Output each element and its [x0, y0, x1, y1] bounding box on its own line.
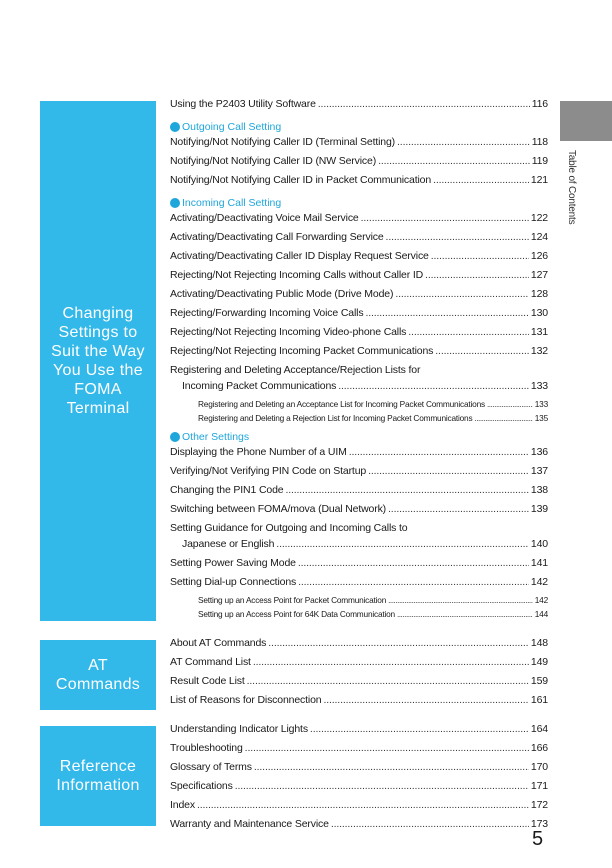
toc-entry[interactable]: [170, 465, 548, 484]
page-ref: 133: [534, 399, 548, 409]
dot-leader: [310, 723, 529, 735]
dot-leader: [397, 609, 533, 619]
section-label: Reference Information: [56, 758, 140, 794]
dot-leader: [361, 212, 529, 224]
dot-leader: [365, 307, 528, 319]
page-ref: 171: [530, 780, 548, 792]
entry-title: Incoming Packet Communications: [182, 380, 337, 392]
page-ref: 149: [530, 656, 548, 668]
toc-entry[interactable]: [170, 155, 548, 174]
dot-leader: [388, 503, 529, 515]
category-text: Outgoing Call Setting: [182, 120, 282, 133]
page-ref: 127: [530, 269, 548, 281]
entry-title: Activating/Deactivating Call Forwarding Service: [170, 231, 384, 243]
section-box-changing-settings: [40, 101, 156, 621]
dot-leader: [338, 380, 529, 392]
toc-entry[interactable]: [170, 742, 548, 761]
toc-entry[interactable]: [170, 307, 548, 326]
entry-title: Rejecting/Not Rejecting Incoming Packet Communications: [170, 345, 434, 357]
page-ref: 122: [530, 212, 548, 224]
toc-entry[interactable]: [170, 761, 548, 780]
dot-leader: [285, 484, 528, 496]
dot-leader: [368, 465, 529, 477]
toc-entry: [170, 522, 548, 538]
dot-leader: [408, 326, 529, 338]
dot-leader: [388, 595, 533, 605]
entry-title: Setting Dial-up Connections: [170, 576, 297, 588]
dot-leader: [378, 155, 530, 167]
entry-title: Registering and Deleting an Acceptance List for Incoming Packet Communications: [198, 399, 485, 409]
toc-entry[interactable]: [170, 250, 548, 269]
page-ref: 124: [530, 231, 548, 243]
page-ref: 133: [530, 380, 548, 392]
page-ref: 119: [531, 155, 548, 167]
category-text: Other Settings: [182, 430, 250, 443]
page-ref: 121: [530, 174, 548, 186]
page-ref: 136: [530, 446, 548, 458]
entry-title: Glossary of Terms: [170, 761, 252, 773]
page-ref: 142: [530, 576, 548, 588]
dot-leader: [397, 136, 530, 148]
toc-entry[interactable]: [170, 675, 548, 694]
entry-title: Switching between FOMA/mova (Dual Network): [170, 503, 387, 515]
dot-leader: [323, 694, 528, 706]
dot-leader: [386, 231, 529, 243]
toc-entry[interactable]: [170, 288, 548, 307]
dot-leader: [318, 98, 530, 110]
toc-subentry[interactable]: [170, 595, 548, 609]
toc-subentry[interactable]: [170, 413, 548, 427]
toc-entry[interactable]: [170, 503, 548, 522]
entry-title: Registering and Deleting Acceptance/Rejection Lists for: [170, 364, 421, 376]
entry-title: Setting up an Access Point for Packet Communication: [198, 595, 387, 605]
toc-entry[interactable]: [170, 538, 548, 557]
dot-leader: [487, 399, 533, 409]
entry-title: List of Reasons for Disconnection: [170, 694, 322, 706]
dot-leader: [245, 742, 529, 754]
dot-leader: [425, 269, 529, 281]
toc-entry[interactable]: [170, 446, 548, 465]
dot-leader: [298, 557, 529, 569]
side-label-text: Table of Contents: [566, 150, 577, 225]
entry-title: Notifying/Not Notifying Caller ID in Packet Communication: [170, 174, 432, 186]
page-ref: 164: [530, 723, 548, 735]
entry-title: Index: [170, 799, 195, 811]
entry-title: Notifying/Not Notifying Caller ID (NW Service): [170, 155, 377, 167]
page-ref: 144: [534, 609, 548, 619]
toc-entry[interactable]: [170, 174, 548, 193]
category-heading: [170, 427, 548, 446]
bullet-dot-icon: [170, 432, 180, 442]
page-ref: 137: [530, 465, 548, 477]
bullet-dot-icon: [170, 122, 180, 132]
dot-leader: [431, 250, 529, 262]
section-box-reference-information: [40, 726, 156, 826]
toc-entry[interactable]: [170, 799, 548, 818]
entry-title: AT Command List: [170, 656, 251, 668]
section-tab-marker: [560, 101, 612, 141]
section-label: Changing Settings to Suit the Way You Use the FOMA Terminal: [51, 305, 145, 417]
entry-title: Setting up an Access Point for 64K Data Communication: [198, 609, 395, 619]
toc-entry[interactable]: [170, 637, 548, 656]
page-ref: 173: [530, 818, 548, 830]
entry-title: Result Code List: [170, 675, 245, 687]
dot-leader: [349, 446, 529, 458]
page-ref: 131: [530, 326, 548, 338]
toc-entry[interactable]: [170, 212, 548, 231]
dot-leader: [254, 761, 529, 773]
page-ref: 140: [530, 538, 548, 550]
toc-entry[interactable]: [170, 98, 548, 117]
page-ref: 161: [530, 694, 548, 706]
page-ref: 135: [534, 413, 548, 423]
toc-list-at-commands: [170, 637, 548, 713]
toc-list-changing-settings: [170, 98, 548, 623]
entry-title: Activating/Deactivating Voice Mail Service: [170, 212, 359, 224]
category-heading: [170, 193, 548, 212]
page-ref: 128: [530, 288, 548, 300]
dot-leader: [395, 288, 529, 300]
toc-entry[interactable]: [170, 723, 548, 742]
entry-title: Japanese or English: [182, 538, 275, 550]
toc-entry[interactable]: [170, 380, 548, 399]
toc-entry[interactable]: [170, 818, 548, 837]
toc-entry[interactable]: [170, 136, 548, 155]
dot-leader: [247, 675, 529, 687]
dot-leader: [197, 799, 529, 811]
entry-title: Understanding Indicator Lights: [170, 723, 308, 735]
entry-title: Setting Guidance for Outgoing and Incoming Calls to: [170, 522, 408, 534]
page-ref: 148: [530, 637, 548, 649]
entry-title: Registering and Deleting a Rejection List for Incoming Packet Communications: [198, 413, 473, 423]
entry-title: Activating/Deactivating Public Mode (Drive Mode): [170, 288, 394, 300]
toc-entry[interactable]: [170, 326, 548, 345]
entry-title: Setting Power Saving Mode: [170, 557, 296, 569]
dot-leader: [253, 656, 529, 668]
toc-entry[interactable]: [170, 557, 548, 576]
dot-leader: [433, 174, 529, 186]
section-box-at-commands: [40, 640, 156, 710]
page-ref: 159: [530, 675, 548, 687]
page-ref: 130: [530, 307, 548, 319]
page-ref: 170: [530, 761, 548, 773]
page-ref: 132: [530, 345, 548, 357]
page-ref: 116: [531, 98, 548, 110]
page-ref: 139: [530, 503, 548, 515]
toc-entry[interactable]: [170, 231, 548, 250]
bullet-dot-icon: [170, 198, 180, 208]
dot-leader: [276, 538, 529, 550]
entry-title: Notifying/Not Notifying Caller ID (Terminal Setting): [170, 136, 396, 148]
entry-title: Warranty and Maintenance Service: [170, 818, 329, 830]
entry-title: Troubleshooting: [170, 742, 243, 754]
toc-entry[interactable]: [170, 576, 548, 595]
toc-entry[interactable]: [170, 780, 548, 799]
entry-title: Rejecting/Not Rejecting Incoming Calls without Caller ID: [170, 269, 424, 281]
page-ref: 138: [530, 484, 548, 496]
entry-title: Rejecting/Not Rejecting Incoming Video-phone Calls: [170, 326, 407, 338]
entry-title: Specifications: [170, 780, 233, 792]
dot-leader: [235, 780, 529, 792]
dot-leader: [435, 345, 529, 357]
category-heading: [170, 117, 548, 136]
toc-entry[interactable]: [170, 345, 548, 364]
category-text: Incoming Call Setting: [182, 196, 282, 209]
page-ref: 118: [531, 136, 548, 148]
toc-entry[interactable]: [170, 269, 548, 288]
toc-entry[interactable]: [170, 694, 548, 713]
toc-list-reference-information: [170, 723, 548, 837]
entry-title: Changing the PIN1 Code: [170, 484, 284, 496]
toc-subentry[interactable]: [170, 609, 548, 623]
page-ref: 126: [530, 250, 548, 262]
entry-title: Using the P2403 Utility Software: [170, 98, 316, 110]
page-number: 5: [532, 828, 544, 850]
entry-title: About AT Commands: [170, 637, 267, 649]
entry-title: Verifying/Not Verifying PIN Code on Startup: [170, 465, 367, 477]
entry-title: Rejecting/Forwarding Incoming Voice Calls: [170, 307, 364, 319]
page-ref: 142: [534, 595, 548, 605]
entry-title: Activating/Deactivating Caller ID Display Request Service: [170, 250, 429, 262]
dot-leader: [331, 818, 529, 830]
toc-entry[interactable]: [170, 484, 548, 503]
dot-leader: [474, 413, 532, 423]
page-ref: 172: [530, 799, 548, 811]
toc-entry: [170, 364, 548, 380]
toc-entry[interactable]: [170, 656, 548, 675]
dot-leader: [268, 637, 529, 649]
dot-leader: [298, 576, 529, 588]
page-ref: 141: [530, 557, 548, 569]
page-ref: 166: [530, 742, 548, 754]
entry-title: Displaying the Phone Number of a UIM: [170, 446, 347, 458]
section-label: AT Commands: [55, 657, 141, 693]
side-label: [566, 150, 580, 240]
toc-subentry[interactable]: [170, 399, 548, 413]
